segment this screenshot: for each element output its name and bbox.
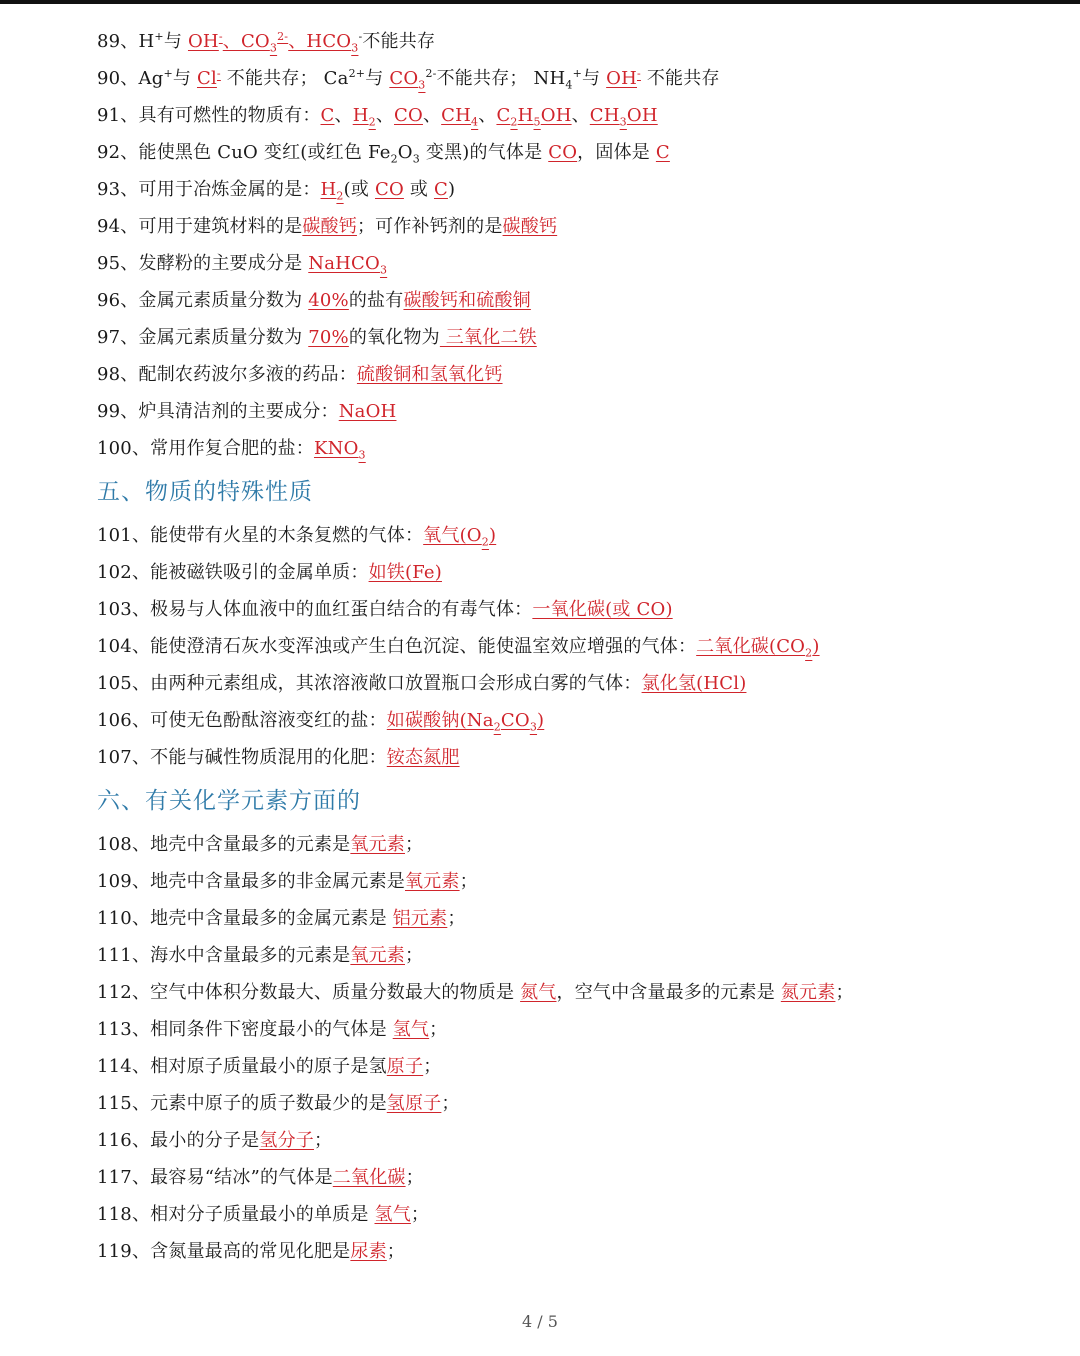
- item-number: 102、: [97, 562, 151, 583]
- answer-text: 氢原子: [386, 1093, 442, 1114]
- answer-text: 氢气: [392, 1019, 430, 1040]
- list-item: [97, 746, 460, 770]
- question-text: +: [154, 30, 164, 43]
- question-text: 4: [565, 78, 573, 92]
- item-number: 113、: [97, 1019, 151, 1040]
- answer-text: OH: [187, 31, 219, 52]
- list-item: [97, 561, 442, 585]
- question-text: O: [397, 142, 413, 163]
- item-number: 111、: [97, 945, 151, 966]
- item-number: 98、: [97, 364, 139, 385]
- answer-text: -: [637, 67, 641, 80]
- list-item: [97, 635, 820, 659]
- list-item: [97, 104, 658, 128]
- answer-text: CO: [500, 710, 530, 731]
- answer-text: 2: [493, 720, 501, 734]
- answer-text: 5: [533, 115, 541, 129]
- answer-text: OH: [540, 105, 572, 126]
- answer-text: 70%: [308, 327, 349, 348]
- answer-text: 如碳酸钠(Na: [386, 710, 494, 731]
- question-text: 不能共存； NH: [436, 68, 566, 89]
- answer-text: C: [655, 142, 670, 163]
- question-text: 可使无色酚酞溶液变红的盐：: [150, 710, 387, 731]
- list-item: [97, 833, 423, 857]
- question-text: 、: [334, 105, 353, 126]
- question-text: 与: [582, 68, 607, 89]
- question-text: 不能共存: [362, 31, 436, 52]
- answer-text: 3: [529, 720, 538, 734]
- question-text: 的氧化物为: [348, 327, 440, 348]
- answer-text: CH: [441, 105, 472, 126]
- question-text: Ag: [138, 68, 164, 89]
- item-number: 103、: [97, 599, 151, 620]
- question-text: 具有可燃性的物质有：: [138, 105, 321, 126]
- answer-text: 硫酸铜和氢氧化钙: [356, 364, 503, 385]
- question-text: ；: [423, 1056, 442, 1077]
- answer-text: 碳酸钙: [502, 216, 558, 237]
- list-item: [97, 672, 746, 696]
- question-text: 元素中原子的质子数最少的是: [150, 1093, 387, 1114]
- answer-text: 铵态氮肥: [386, 747, 460, 768]
- question-text: 相对原子质量最小的原子是氢: [150, 1056, 387, 1077]
- answer-text: CO: [389, 68, 419, 89]
- item-number: 116、: [97, 1130, 151, 1151]
- question-text: 最容易“结冰”的气体是: [150, 1167, 333, 1188]
- question-text: 、: [571, 105, 590, 126]
- question-text: 、: [422, 105, 442, 126]
- question-text: 金属元素质量分数为: [138, 327, 309, 348]
- question-text: 2-: [425, 67, 437, 80]
- answer-text: C: [433, 179, 448, 200]
- question-text: 地壳中含量最多的金属元素是: [150, 908, 393, 929]
- item-number: 96、: [97, 290, 139, 311]
- answer-text: 2: [510, 115, 518, 129]
- question-text: 的盐有: [348, 290, 404, 311]
- answer-text: 氧元素: [350, 945, 405, 966]
- list-item: [97, 1166, 424, 1190]
- question-text: ；: [313, 1130, 333, 1151]
- question-text: ；: [405, 1167, 424, 1188]
- list-item: [97, 252, 387, 276]
- answer-text: OH: [626, 105, 658, 126]
- answer-text: NaOH: [338, 401, 397, 422]
- question-text: ；: [404, 834, 424, 855]
- list-item: [97, 981, 854, 1005]
- answer-text: 氮气: [520, 982, 557, 1003]
- question-text: 相同条件下密度最小的气体是: [150, 1019, 393, 1040]
- question-text: 能使带有火星的木条复燃的气体：: [150, 525, 424, 546]
- answer-text: 3: [379, 263, 388, 277]
- list-item: [97, 709, 544, 733]
- question-text: ；: [459, 871, 478, 892]
- answer-text: -: [218, 30, 223, 43]
- question-text: 变黑)的气体是: [419, 142, 549, 163]
- question-text: 能被磁铁吸引的金属单质：: [150, 562, 369, 583]
- answer-text: KNO: [313, 438, 359, 459]
- item-number: 95、: [97, 253, 139, 274]
- list-item: [97, 30, 435, 54]
- answer-text: ): [488, 525, 497, 546]
- question-text: 2+: [348, 67, 366, 80]
- answer-text: 40%: [308, 290, 349, 311]
- answer-text: NaHCO: [308, 253, 380, 274]
- answer-text: 3: [619, 115, 627, 129]
- question-text: 炉具清洁剂的主要成分：: [138, 401, 339, 422]
- question-text: 、: [478, 105, 497, 126]
- list-item: [97, 944, 423, 968]
- list-item: [97, 1203, 429, 1227]
- list-item: [97, 437, 366, 461]
- question-text: (或: [343, 179, 375, 200]
- answer-text: 如铁(Fe): [368, 562, 442, 583]
- list-item: [97, 326, 537, 350]
- item-number: 89、: [97, 31, 139, 52]
- question-text: 空气中体积分数最大、质量分数最大的物质是: [150, 982, 521, 1003]
- item-number: 114、: [97, 1056, 151, 1077]
- question-text: 或: [403, 179, 434, 200]
- question-text: ；: [404, 945, 424, 966]
- item-number: 99、: [97, 401, 139, 422]
- answer-text: H: [517, 105, 534, 126]
- list-item: [97, 1092, 460, 1116]
- question-text: 常用作复合肥的盐：: [150, 438, 314, 459]
- answer-text: 2: [481, 535, 489, 549]
- question-text: ；: [410, 1204, 430, 1225]
- answer-text: ): [812, 636, 820, 657]
- question-text: 不能共存: [640, 68, 720, 89]
- top-border: [0, 0, 1080, 4]
- item-number: 117、: [97, 1167, 151, 1188]
- question-text: 极易与人体血液中的血红蛋白结合的有毒气体：: [150, 599, 533, 620]
- question-text: 金属元素质量分数为: [138, 290, 309, 311]
- question-text: -: [358, 30, 363, 43]
- item-number: 108、: [97, 834, 151, 855]
- answer-text: 3: [418, 78, 426, 92]
- question-text: 不能共存； Ca: [220, 68, 349, 89]
- answer-text: CH: [589, 105, 620, 126]
- answer-text: 2: [336, 189, 344, 203]
- list-item: [97, 598, 673, 622]
- item-number: 100、: [97, 438, 151, 459]
- item-number: 105、: [97, 673, 151, 694]
- answer-text: 碳酸钙和硫酸铜: [403, 290, 531, 311]
- item-number: 93、: [97, 179, 139, 200]
- answer-text: 3: [358, 448, 366, 462]
- question-text: 含氮量最高的常见化肥是: [150, 1241, 351, 1262]
- list-item: [97, 907, 466, 931]
- answer-text: Cl: [196, 68, 217, 89]
- question-text: 由两种元素组成，其浓溶液敞口放置瓶口会形成白雾的气体：: [150, 673, 642, 694]
- question-text: ；: [386, 1241, 405, 1262]
- question-text: 配制农药波尔多液的药品：: [138, 364, 357, 385]
- answer-text: 碳酸钙: [302, 216, 357, 237]
- list-item: [97, 141, 670, 165]
- item-number: 97、: [97, 327, 139, 348]
- answer-text: 、CO: [222, 31, 270, 52]
- answer-text: C: [496, 105, 511, 126]
- answer-text: 尿素: [350, 1241, 387, 1262]
- answer-text: 二氧化碳: [332, 1167, 406, 1188]
- question-text: 与: [163, 31, 188, 52]
- list-item: [97, 1129, 332, 1153]
- item-number: 110、: [97, 908, 151, 929]
- question-text: 与: [172, 68, 197, 89]
- question-text: 能使澄清石灰水变浑浊或产生白色沉淀、能使温室效应增强的气体：: [150, 636, 697, 657]
- question-text: 不能与碱性物质混用的化肥：: [150, 747, 387, 768]
- question-text: 2: [390, 152, 398, 166]
- list-item: [97, 67, 720, 91]
- question-text: ；: [447, 908, 466, 929]
- answer-text: 一氧化碳(或 CO): [532, 599, 673, 620]
- answer-text: 、HCO: [288, 31, 352, 52]
- item-number: 101、: [97, 525, 151, 546]
- answer-text: 氧元素: [350, 834, 405, 855]
- question-text: 、: [375, 105, 395, 126]
- list-item: [97, 870, 478, 894]
- answer-text: 4: [471, 115, 479, 129]
- answer-text: H: [320, 179, 337, 200]
- answer-text: CO: [374, 179, 404, 200]
- item-number: 112、: [97, 982, 151, 1003]
- answer-text: 氮元素: [780, 982, 836, 1003]
- section-heading-6: 六、有关化学元素方面的: [97, 788, 361, 814]
- answer-text: 氢气: [374, 1204, 411, 1225]
- question-text: 地壳中含量最多的非金属元素是: [150, 871, 405, 892]
- list-item: [97, 363, 503, 387]
- item-number: 104、: [97, 636, 151, 657]
- question-text: 可用于建筑材料的是: [138, 216, 303, 237]
- item-number: 118、: [97, 1204, 151, 1225]
- answer-text: 2: [805, 646, 813, 660]
- section-heading-5: 五、物质的特殊性质: [97, 479, 313, 505]
- question-text: 相对分子质量最小的单质是: [150, 1204, 375, 1225]
- list-item: [97, 1240, 405, 1264]
- answer-text: 3: [351, 41, 359, 55]
- page-number: 4 / 5: [522, 1312, 558, 1331]
- list-item: [97, 289, 531, 313]
- question-text: ，空气中含量最多的元素是: [556, 982, 781, 1003]
- answer-text: -: [216, 67, 221, 80]
- answer-text: CO: [548, 142, 578, 163]
- question-text: 最小的分子是: [150, 1130, 260, 1151]
- question-text: 地壳中含量最多的元素是: [150, 834, 351, 855]
- question-text: 3: [412, 152, 420, 166]
- question-text: 可用于冶炼金属的是：: [138, 179, 321, 200]
- answer-text: 氧气(O: [423, 525, 482, 546]
- list-item: [97, 215, 557, 239]
- question-text: +: [163, 67, 173, 80]
- question-text: ，固体是: [577, 142, 656, 163]
- question-text: ；: [441, 1093, 460, 1114]
- item-number: 91、: [97, 105, 139, 126]
- answer-text: 3: [269, 41, 278, 55]
- answer-text: OH: [606, 68, 637, 89]
- question-text: ): [447, 179, 456, 200]
- item-number: 94、: [97, 216, 139, 237]
- question-text: ；: [429, 1019, 448, 1040]
- question-text: ；: [835, 982, 854, 1003]
- list-item: [97, 524, 496, 548]
- item-number: 109、: [97, 871, 151, 892]
- item-number: 90、: [97, 68, 139, 89]
- answer-text: 2-: [277, 30, 289, 43]
- question-text: 发酵粉的主要成分是: [138, 253, 309, 274]
- answer-text: H: [352, 105, 369, 126]
- question-text: +: [572, 67, 583, 80]
- answer-text: 铝元素: [392, 908, 448, 929]
- answer-text: 氯化氢(HCl): [641, 673, 747, 694]
- item-number: 92、: [97, 142, 139, 163]
- answer-text: 氧元素: [404, 871, 460, 892]
- question-text: ；可作补钙剂的是: [356, 216, 503, 237]
- item-number: 115、: [97, 1093, 151, 1114]
- item-number: 106、: [97, 710, 151, 731]
- answer-text: 原子: [386, 1056, 424, 1077]
- question-text: 能使黑色 CuO 变红(或红色 Fe: [138, 142, 391, 163]
- item-number: 107、: [97, 747, 151, 768]
- answer-text: 2: [368, 115, 376, 129]
- answer-text: CO: [394, 105, 423, 126]
- question-text: 与: [365, 68, 390, 89]
- answer-text: 三氧化二铁: [439, 327, 537, 348]
- question-text: 海水中含量最多的元素是: [150, 945, 351, 966]
- list-item: [97, 178, 455, 202]
- list-item: [97, 1055, 441, 1079]
- question-text: H: [138, 31, 155, 52]
- answer-text: C: [320, 105, 335, 126]
- answer-text: 二氧化碳(CO: [696, 636, 806, 657]
- list-item: [97, 1018, 447, 1042]
- list-item: [97, 400, 396, 424]
- answer-text: 氢分子: [259, 1130, 314, 1151]
- answer-text: ): [537, 710, 545, 731]
- item-number: 119、: [97, 1241, 151, 1262]
